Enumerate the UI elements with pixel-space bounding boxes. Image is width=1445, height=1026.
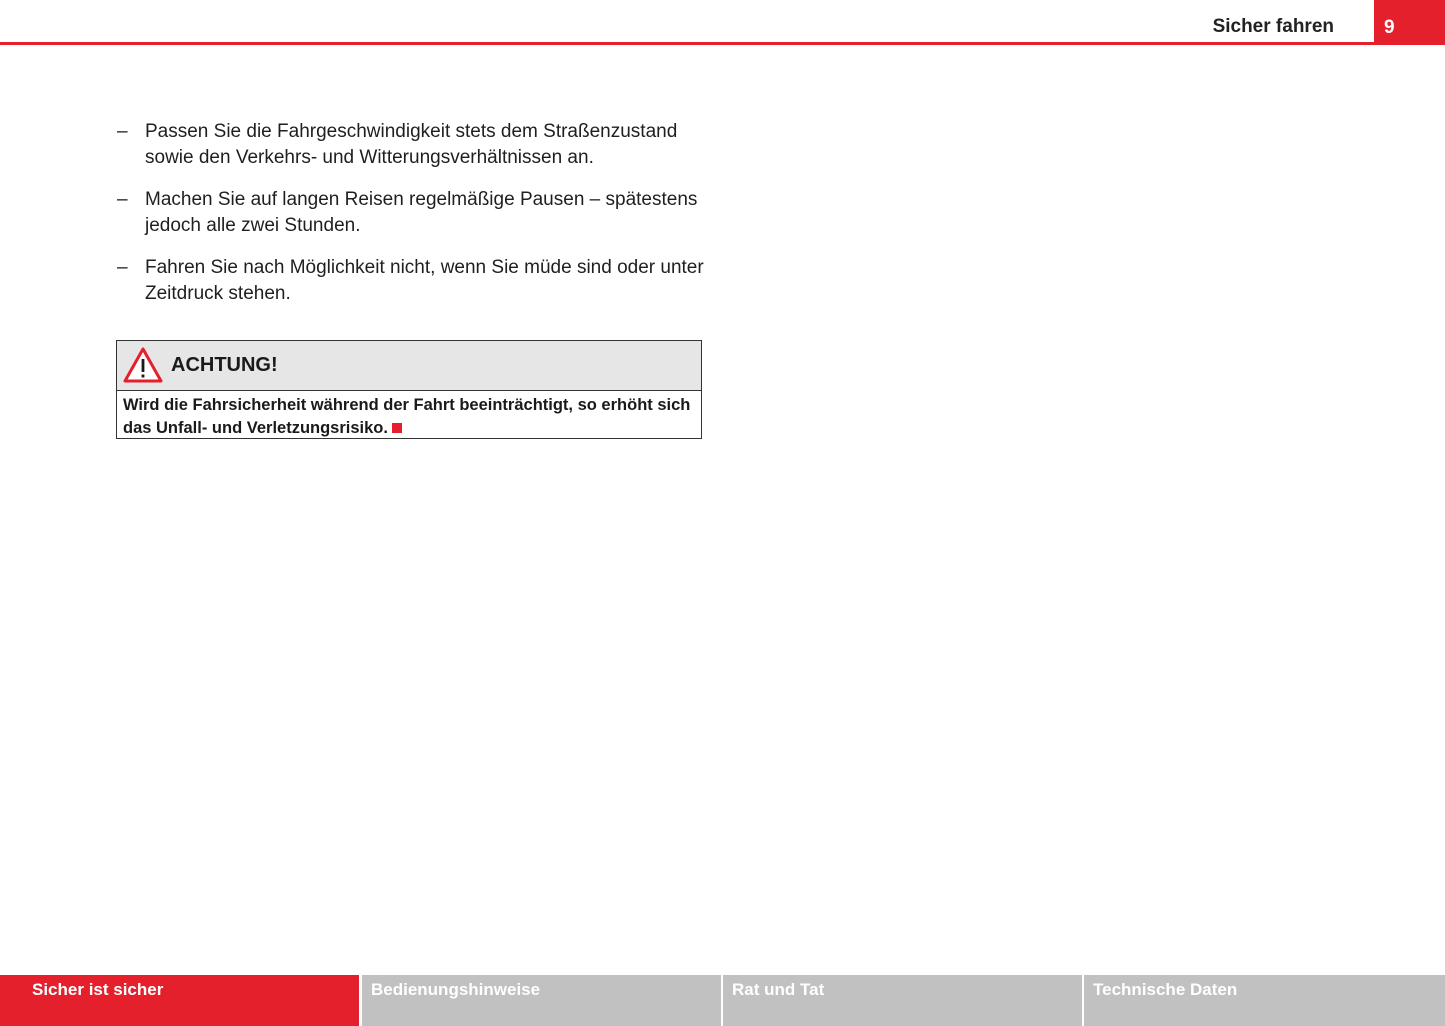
footer-tab-label: Rat und Tat: [732, 980, 825, 999]
warning-box: [116, 340, 702, 439]
list-item-text: Machen Sie auf langen Reisen regelmäßige Pausen – spätestens jedoch alle zwei Stunden.: [145, 189, 698, 236]
footer-tab-rat-und-tat[interactable]: [723, 975, 1082, 1026]
footer-tab-bedienungshinweise[interactable]: [362, 975, 721, 1026]
list-item: [117, 187, 717, 239]
warning-header: [117, 341, 701, 391]
instruction-list: [117, 119, 717, 323]
list-item-text: Passen Sie die Fahrgeschwindigkeit stets dem Straßenzustand sowie den Verkehrs- und Witterungsverhältnissen an.: [145, 121, 678, 168]
end-mark-icon: [392, 423, 402, 433]
warning-triangle-icon: [123, 347, 163, 383]
header-rule: [0, 42, 1445, 45]
footer-tab-label: Technische Daten: [1093, 980, 1238, 999]
footer-tab-technische-daten[interactable]: [1084, 975, 1445, 1026]
warning-title: ACHTUNG!: [171, 354, 278, 376]
list-item-text: Fahren Sie nach Möglichkeit nicht, wenn Sie müde sind oder unter Zeitdruck stehen.: [145, 257, 704, 304]
list-dash: –: [117, 189, 128, 210]
warning-text: Wird die Fahrsicherheit während der Fahrt beeinträchtigt, so erhöht sich das Unfall- und Verletzungsrisiko.: [123, 396, 691, 437]
footer-tab-label: Bedienungshinweise: [371, 980, 541, 999]
warning-body: [117, 391, 701, 443]
page-number: 9: [1384, 17, 1395, 38]
list-dash: –: [117, 121, 128, 142]
footer-tab-sicher-ist-sicher[interactable]: [0, 975, 359, 1026]
list-dash: –: [117, 257, 128, 278]
footer-tab-label: Sicher ist sicher: [32, 980, 164, 999]
page-number-badge: [1374, 0, 1445, 45]
list-item: [117, 255, 717, 307]
section-title: Sicher fahren: [1212, 16, 1334, 37]
list-item: [117, 119, 717, 171]
footer-nav: [0, 975, 1445, 1026]
